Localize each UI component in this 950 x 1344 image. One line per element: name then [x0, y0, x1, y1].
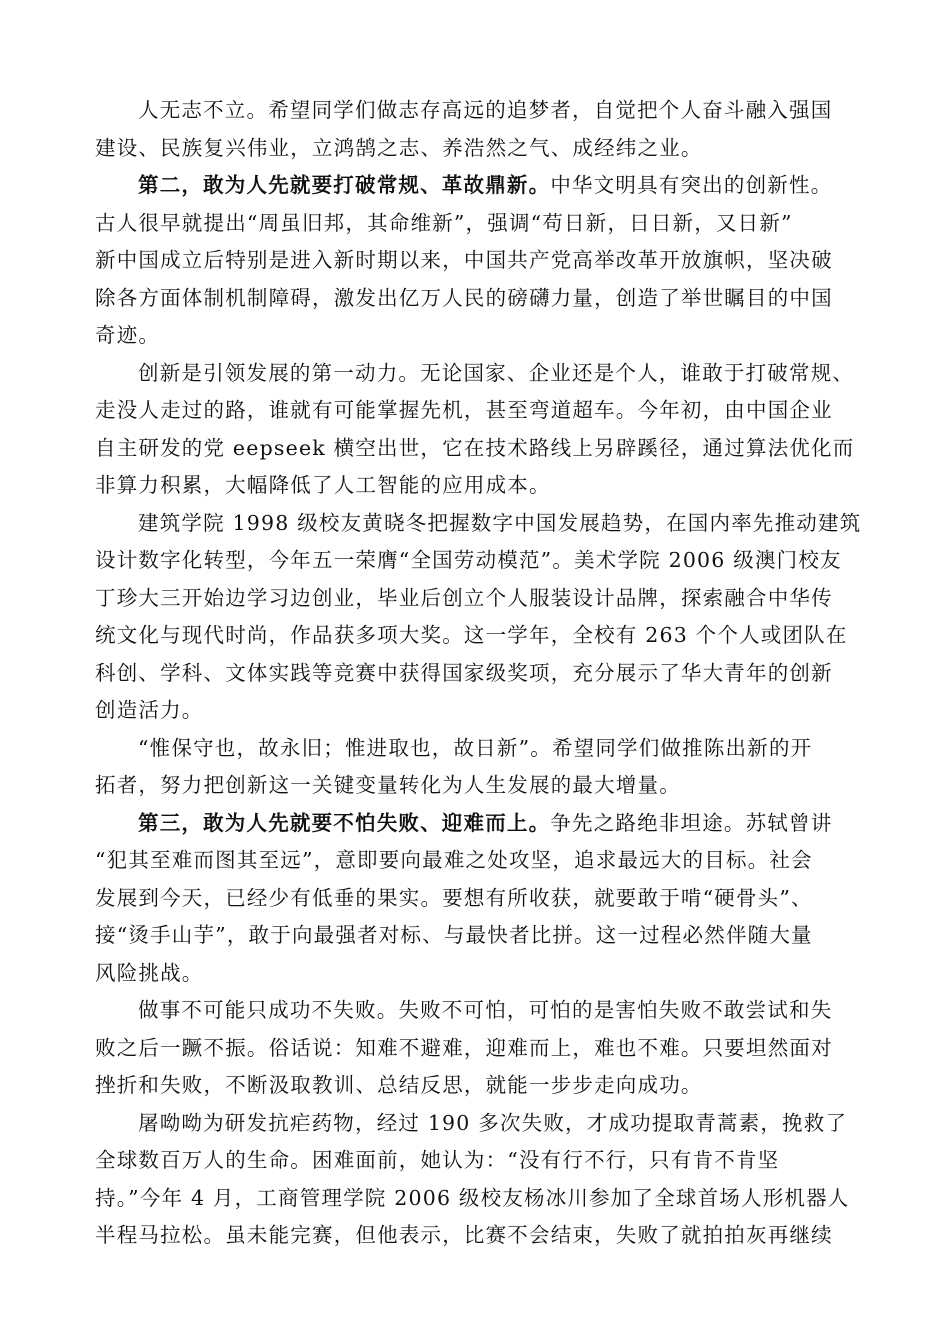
body-text: 争先之路绝非坦途。苏轼曾讲	[550, 810, 833, 835]
body-text: 建设、民族复兴伟业，立鸿鹄之志、养浩然之气、成经纬之业。	[95, 135, 703, 160]
body-text: 发展到今天，已经少有低垂的果实。要想有所收获，就要敢于啃“硬骨头”、	[95, 885, 813, 910]
text-line	[95, 1067, 885, 1105]
body-text: 败之后一蹶不振。俗话说：知难不避难，迎难而上，难也不难。只要坦然面对	[95, 1035, 833, 1060]
text-line	[95, 392, 885, 430]
text-line	[95, 1180, 885, 1218]
body-text: 接“烫手山芋”，敢于向最强者对标、与最快者比拼。这一过程必然伴随大量	[95, 923, 813, 947]
body-text: 创造活力。	[95, 698, 204, 722]
text-line	[95, 355, 885, 393]
text-line	[95, 617, 885, 655]
text-line	[95, 167, 885, 205]
text-line	[95, 805, 885, 843]
text-line	[95, 842, 885, 880]
body-text: 人无志不立。希望同学们做志存高远的追梦者，自觉把个人奋斗融入强国	[138, 98, 833, 122]
text-line	[95, 1030, 885, 1068]
body-text: 风险挑战。	[95, 960, 204, 985]
text-line	[95, 92, 885, 130]
body-text: 非算力积累，大幅降低了人工智能的应用成本。	[95, 473, 551, 497]
text-line	[95, 692, 885, 730]
body-text: 全球数百万人的生命。困难面前，她认为：“没有行不行，只有肯不肯坚	[95, 1148, 780, 1172]
text-line	[95, 917, 885, 955]
text-line	[95, 1142, 885, 1180]
body-text: 建筑学院 1998 级校友黄晓冬把握数字中国发展趋势，在国内率先推动建筑	[138, 510, 862, 535]
text-line	[95, 655, 885, 693]
body-text: 中华文明具有突出的创新性。	[550, 173, 833, 197]
text-line	[95, 280, 885, 318]
text-line	[95, 242, 885, 280]
body-text: “犯其至难而图其至远”，意即要向最难之处攻坚，追求最远大的目标。社会	[95, 848, 813, 872]
document-body	[95, 92, 885, 1255]
body-text: 做事不可能只成功不失败。失败不可怕，可怕的是害怕失败不敢尝试和失	[138, 998, 833, 1022]
text-line	[95, 467, 885, 505]
text-line	[95, 317, 885, 355]
body-text: 科创、学科、文体实践等竞赛中获得国家级奖项，充分展示了华大青年的创新	[95, 660, 833, 685]
text-line	[95, 992, 885, 1030]
body-text: 古人很早就提出“周虽旧邦，其命维新”，强调“苟日新，日日新，又日新”	[95, 210, 793, 235]
body-text: 奇迹。	[95, 323, 161, 347]
text-line	[95, 1217, 885, 1255]
body-text: “惟保守也，故永旧；惟进取也，故日新”。希望同学们做推陈出新的开	[138, 735, 813, 760]
text-line	[95, 580, 885, 618]
text-line	[95, 205, 885, 243]
bold-heading-text: 第三，敢为人先就要不怕失败、迎难而上。	[138, 810, 551, 835]
body-text: 自主研发的党 eepseek 横空出世，它在技术路线上另辟蹊径，通过算法优化而	[95, 435, 855, 460]
body-text: 拓者，努力把创新这一关键变量转化为人生发展的最大增量。	[95, 773, 681, 797]
body-text: 屠呦呦为研发抗疟药物，经过 190 多次失败，才成功提取青蒿素，挽救了	[138, 1110, 848, 1135]
text-line	[95, 880, 885, 918]
body-text: 走没人走过的路，谁就有可能掌握先机，甚至弯道超车。今年初，由中国企业	[95, 398, 833, 422]
body-text: 统文化与现代时尚，作品获多项大奖。这一学年，全校有 263 个个人或团队在	[95, 623, 848, 647]
text-line	[95, 955, 885, 993]
text-line	[95, 730, 885, 768]
text-line	[95, 542, 885, 580]
text-line	[95, 130, 885, 168]
text-line	[95, 430, 885, 468]
body-text: 持。”今年 4 月，工商管理学院 2006 级校友杨冰川参加了全球首场人形机器人	[95, 1185, 850, 1210]
text-line	[95, 1105, 885, 1143]
body-text: 创新是引领发展的第一动力。无论国家、企业还是个人，谁敢于打破常规、	[138, 360, 855, 385]
text-line	[95, 505, 885, 543]
body-text: 半程马拉松。虽未能完赛，但他表示，比赛不会结束，失败了就拍拍灰再继续	[95, 1223, 833, 1247]
text-line	[95, 767, 885, 805]
body-text: 新中国成立后特别是进入新时期以来，中国共产党高举改革开放旗帜，坚决破	[95, 248, 833, 272]
body-text: 设计数字化转型，今年五一荣膺“全国劳动模范”。美术学院 2006 级澳门校友	[95, 548, 842, 572]
body-text: 挫折和失败，不断汲取教训、总结反思，就能一步步走向成功。	[95, 1073, 703, 1097]
body-text: 除各方面体制机制障碍，激发出亿万人民的磅礴力量，创造了举世瞩目的中国	[95, 285, 833, 310]
body-text: 丁珍大三开始边学习边创业，毕业后创立个人服装设计品牌，探索融合中华传	[95, 585, 833, 610]
bold-heading-text: 第二，敢为人先就要打破常规、革故鼎新。	[138, 173, 551, 197]
